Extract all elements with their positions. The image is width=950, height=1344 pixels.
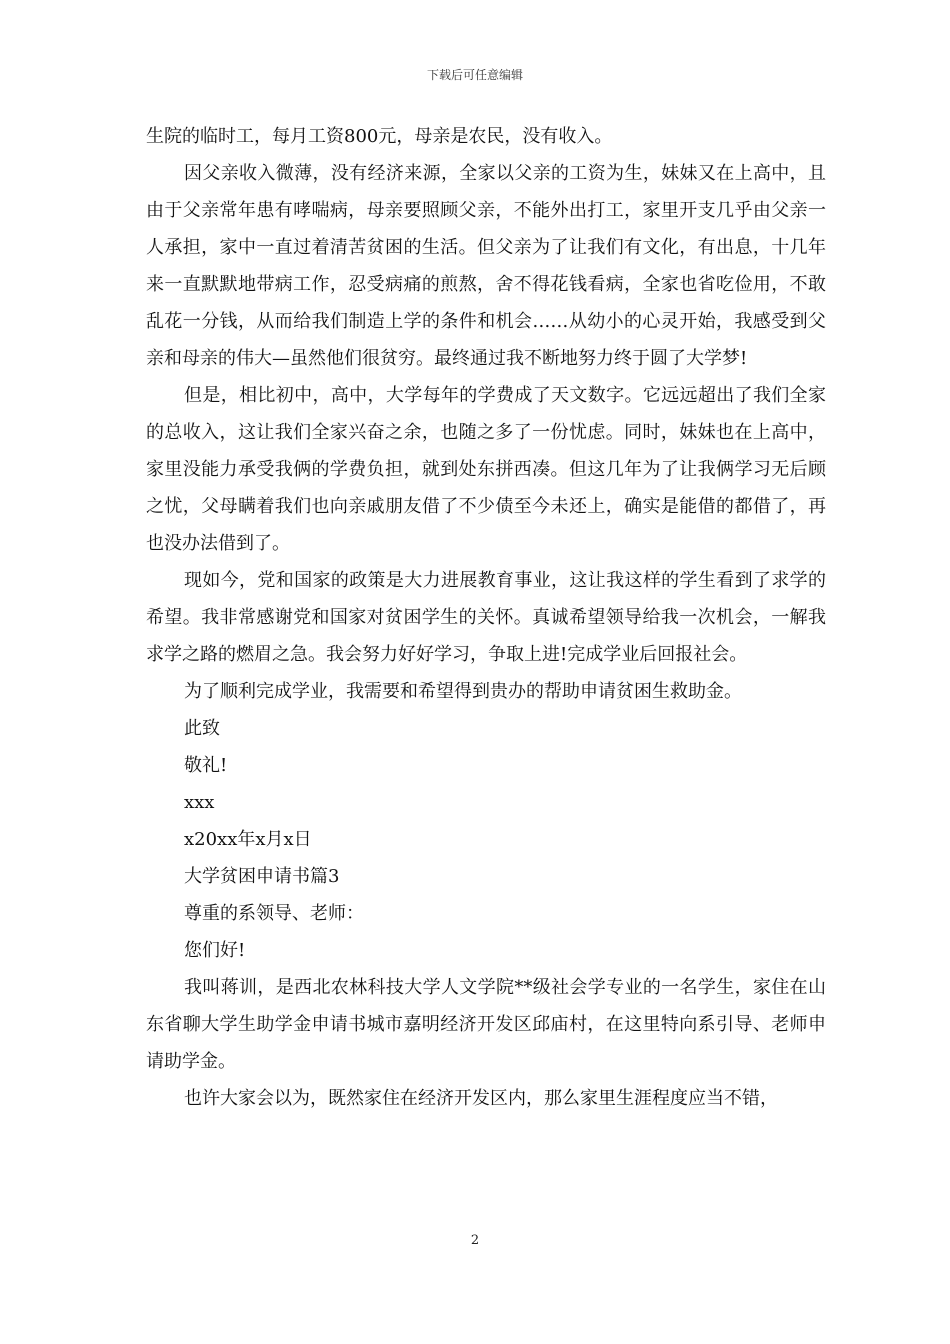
paragraph-continued: 也许大家会以为，既然家住在经济开发区内，那么家里生涯程度应当不错， — [184, 1088, 778, 1109]
greeting-hello: 您们好! — [184, 940, 246, 961]
document-body — [146, 118, 826, 1117]
paragraph-3: 但是，相比初中，高中，大学每年的学费成了天文数字。它远远超出了我们全家的总收入，这让我们全家兴奋之余，也随之多了一份忧虑。同时，妹妹也在上高中，家里没能力承受我俩的学费负担，就到处东拼西凑。但这几年为了让我俩学习无后顾之忧，父母瞒着我们也向亲戚朋友借了不少债至今未还上，确实是能借的都借了，再也没办法借到了。 — [146, 385, 826, 554]
signature-name: xxx — [184, 792, 215, 813]
greeting-line: 尊重的系领导、老师： — [184, 903, 364, 924]
page-number: 2 — [470, 1233, 480, 1248]
closing-regards: 敬礼! — [184, 755, 228, 776]
section-title: 大学贫困申请书篇3 — [184, 866, 340, 887]
paragraph-4: 现如今，党和国家的政策是大力进展教育事业，这让我这样的学生看到了求学的希望。我非常感谢党和国家对贫困学生的关怀。真诚希望领导给我一次机会，一解我求学之路的燃眉之急。我会努力好好学习，争取上进!完成学业后回报社会。 — [146, 570, 826, 665]
paragraph-5: 为了顺利完成学业，我需要和希望得到贵办的帮助申请贫困生救助金。 — [184, 681, 742, 702]
paragraph-intro: 我叫蒋训，是西北农林科技大学人文学院**级社会学专业的一名学生，家住在山东省聊大学生助学金申请书城市嘉明经济开发区邱庙村，在这里特向系引导、老师申请助学金。 — [146, 977, 826, 1072]
signature-date: x20xx年x月x日 — [184, 829, 312, 850]
closing-salutation: 此致 — [184, 718, 220, 739]
page-header-note: 下载后可任意编辑 — [426, 68, 523, 82]
paragraph-1: 生院的临时工，每月工资800元，母亲是农民，没有收入。 — [146, 126, 613, 147]
paragraph-2: 因父亲收入微薄，没有经济来源，全家以父亲的工资为生，妹妹又在上高中，且由于父亲常年患有哮喘病，母亲要照顾父亲，不能外出打工，家里开支几乎由父亲一人承担，家中一直过着清苦贫困的生活。但父亲为了让我们有文化，有出息，十几年来一直默默地带病工作，忍受病痛的煎熬，舍不得花钱看病，全家也省吃俭用，不敢乱花一分钱，从而给我们制造上学的条件和机会……从幼小的心灵开始，我感受到父亲和母亲的伟大—虽然他们很贫穷。最终通过我不断地努力终于圆了大学梦! — [146, 163, 826, 369]
